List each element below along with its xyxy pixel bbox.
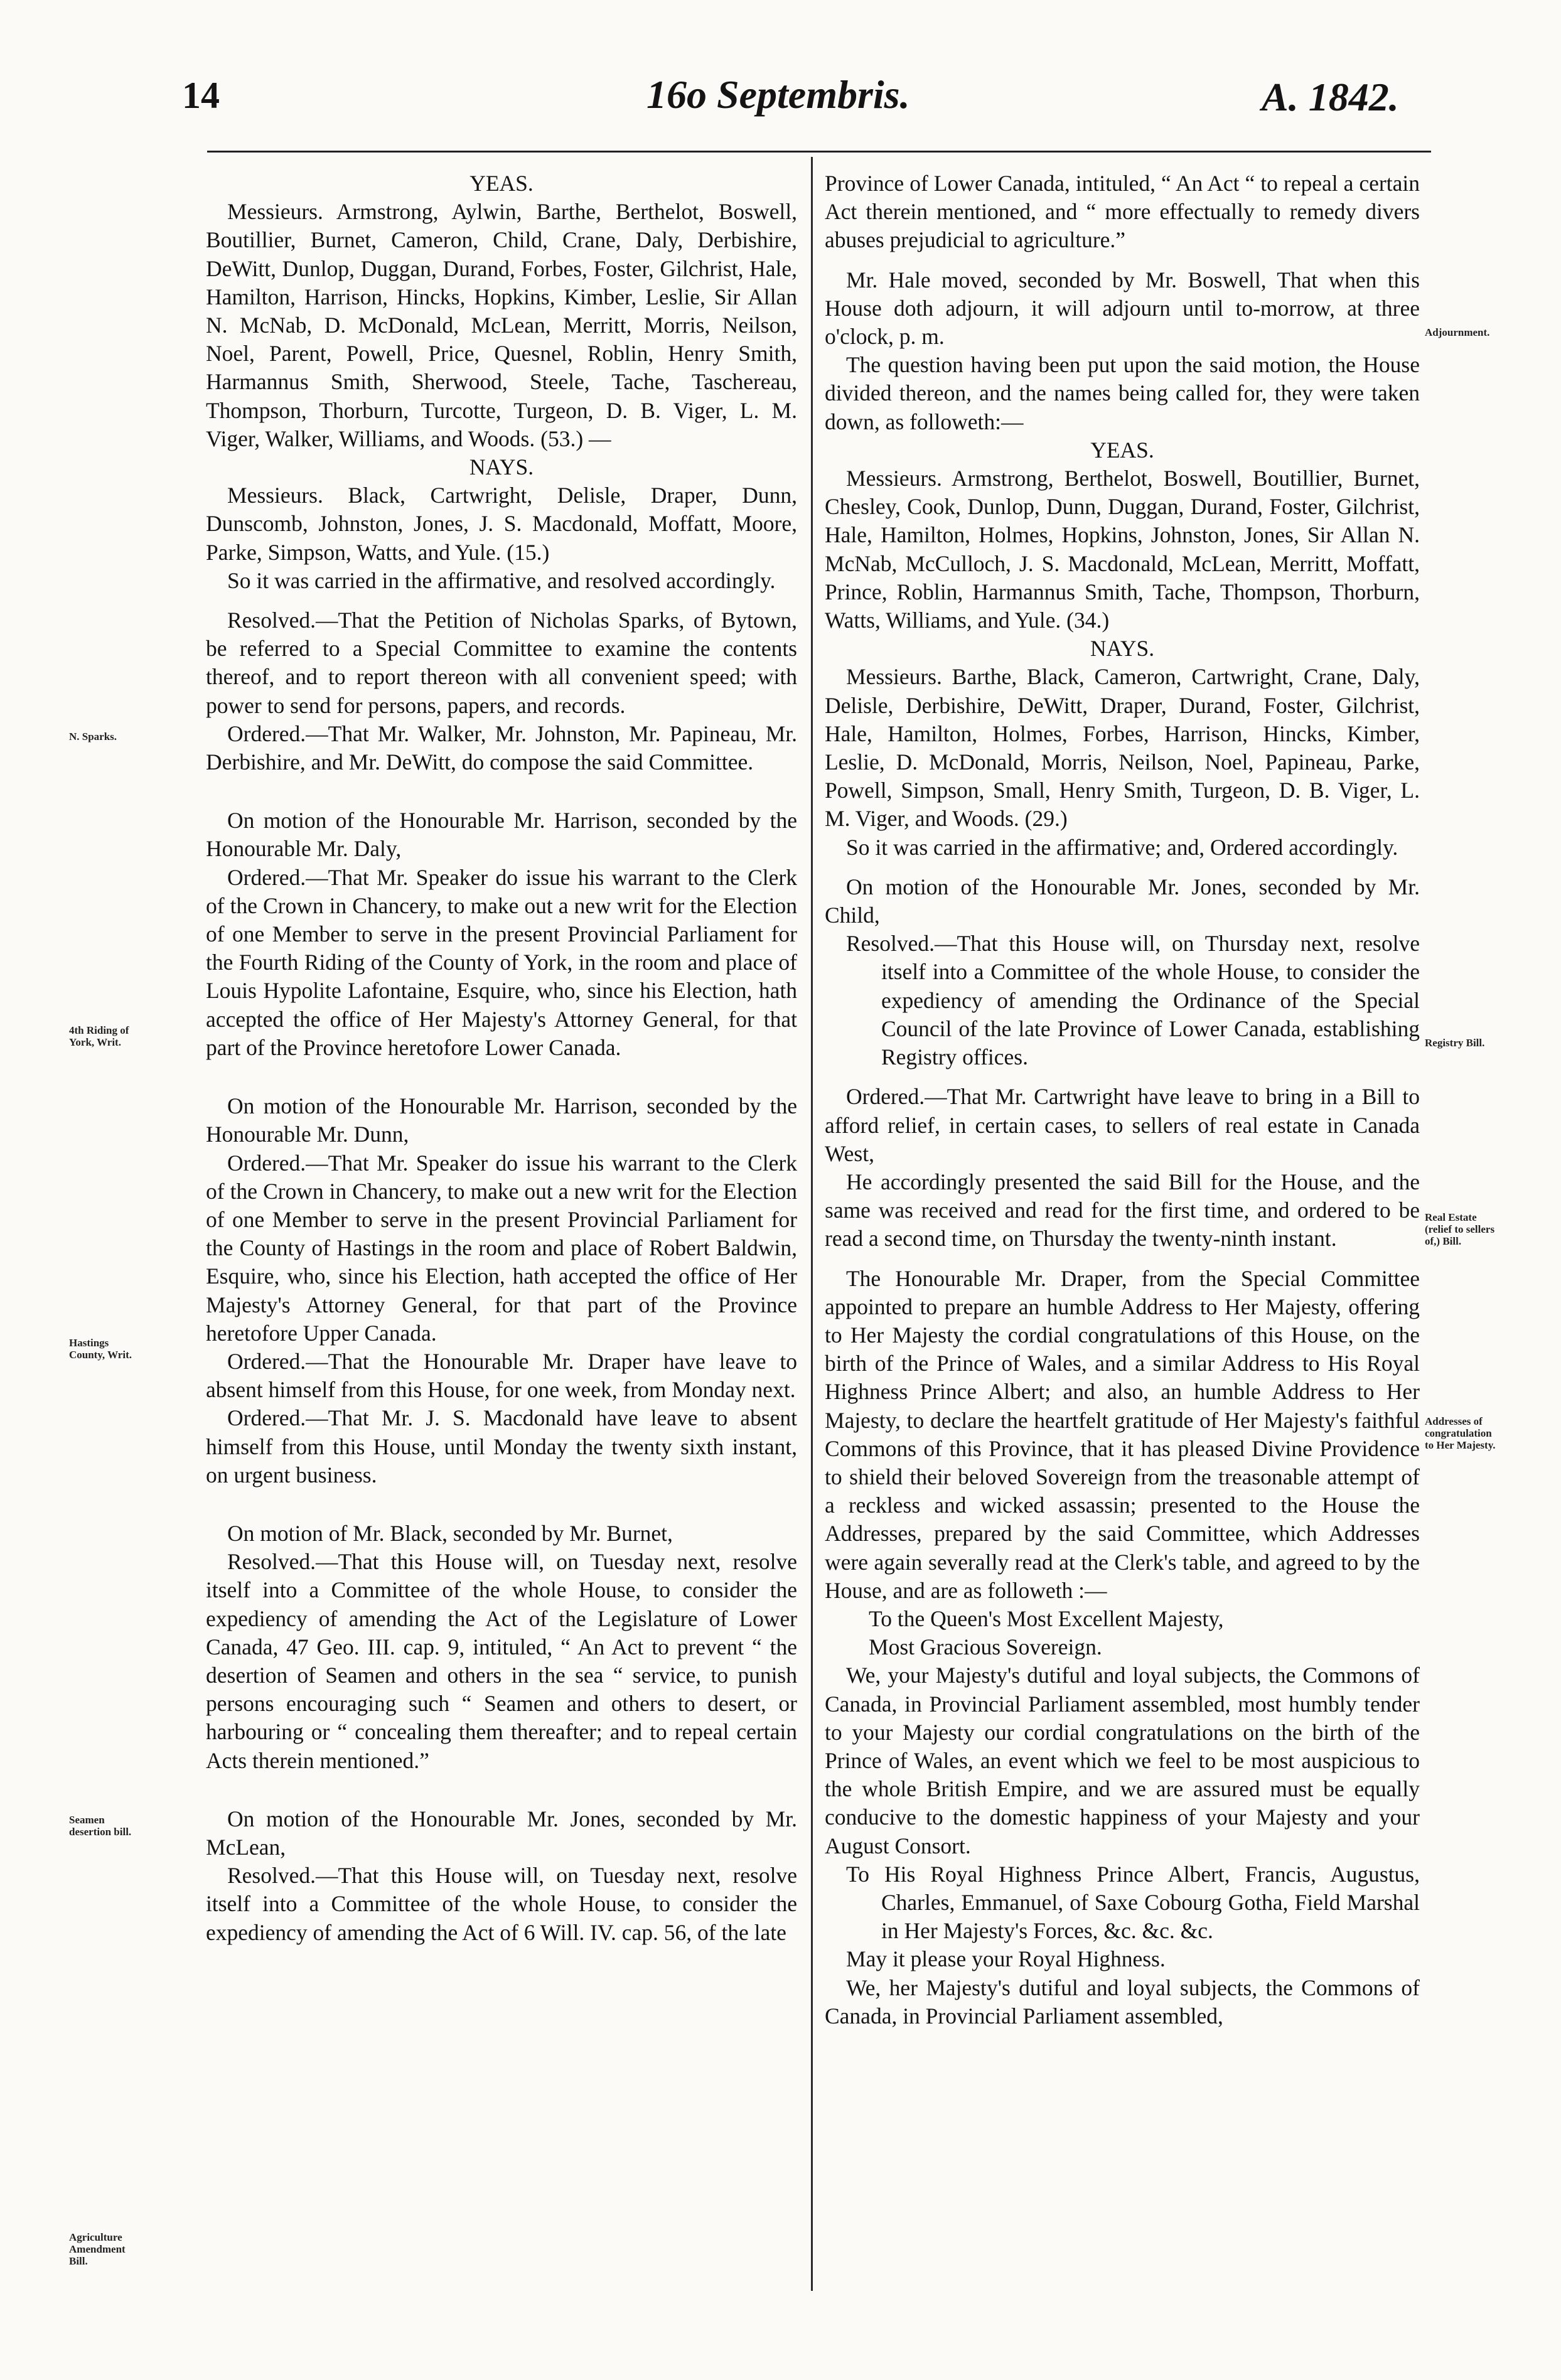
header-rule — [207, 151, 1431, 153]
page-date: 16o Septembris. — [646, 72, 910, 117]
nays-heading-2: NAYS. — [1090, 636, 1155, 662]
right-column — [825, 169, 1420, 2030]
margin-note-york: 4th Riding of York, Writ. — [69, 1024, 129, 1048]
margin-note-adjournment: Adjournment. — [1425, 326, 1490, 338]
queen-address-salutation: Most Gracious Sovereign. — [869, 1634, 1102, 1660]
nays-list: Messieurs. Black, Cartwright, Delisle, Draper, Dunn, Dunscomb, Johnston, Jones, J. S. Macdonald, Moffatt, Moore, Parke, Simpson, Watts, and Yule. (15.) — [206, 483, 797, 565]
sparks-resolution: Resolved.—That the Petition of Nicholas Sparks, of Bytown, be referred to a Special Committee to examine the contents thereof, and to report thereon with all convenient speed; with power to send for persons, papers, and records. — [206, 608, 797, 718]
page-year: A. 1842. — [1262, 75, 1399, 119]
yeas-heading-2: YEAS. — [1090, 437, 1154, 463]
left-column — [206, 169, 797, 1947]
york-writ-order: Ordered.—That Mr. Speaker do issue his warrant to the Clerk of the Crown in Chancery, to make out a new writ for the Election of one Member to serve in the present Provincial Parliament for the Fourth Riding of the County of York, in the room and place of Louis Hypolite Lafontaine, Esquire, who, since his Election, hath accepted the office of Her Majesty's Attorney General, for that part of the Province heretofore Lower Canada. — [206, 864, 797, 1060]
division-result-2: So it was carried in the affirmative; and, Ordered accordingly. — [846, 834, 1398, 860]
prince-albert-address-heading: To His Royal Highness Prince Albert, Francis, Augustus, Charles, Emmanuel, of Saxe Cobourg Gotha, Field Marshal in Her Majesty's Forces, &c. &c. &c. — [846, 1861, 1420, 1944]
margin-note-seamen: Seamen desertion bill. — [69, 1814, 132, 1838]
nays-heading: NAYS. — [469, 454, 534, 480]
page-header — [0, 0, 1561, 126]
hastings-motion: On motion of the Honourable Mr. Harrison, seconded by the Honourable Mr. Dunn, — [206, 1093, 797, 1147]
seamen-motion: On motion of Mr. Black, seconded by Mr. Burnet, — [227, 1520, 673, 1546]
sparks-committee-order: Ordered.—That Mr. Walker, Mr. Johnston, Mr. Papineau, Mr. Derbishire, and Mr. DeWitt, do compose the said Committee. — [206, 721, 797, 775]
seamen-resolution: Resolved.—That this House will, on Tuesday next, resolve itself into a Committee of the whole House, to consider the expediency of amending the Act of the Legislature of Lower Canada, 47 Geo. III. cap. 9, intituled, “ An Act to prevent “ the desertion of Seamen and others in the sea “ service, to punish persons encouraging such “ Seamen and others to desert, or harbouring or “ concealing them thereafter; and to repeal certain Acts therein mentioned.” — [206, 1549, 797, 1773]
yeas-list-2: Messieurs. Armstrong, Berthelot, Boswell, Boutillier, Burnet, Chesley, Cook, Dunlop, Dunn, Duggan, Durand, Foster, Gilchrist, Hale, Hamilton, Holmes, Hopkins, Johnston, Jones, Sir Allan N. McNab, McCulloch, J. S. Macdonald, McLean, Merritt, Moffatt, Prince, Roblin, Harmannus Smith, Tache, Thompson, Thorburn, Watts, Williams, and Yule. (34.) — [825, 466, 1420, 633]
queen-address-heading: To the Queen's Most Excellent Majesty, — [869, 1605, 1224, 1631]
division-result: So it was carried in the affirmative, and resolved accordingly. — [227, 567, 776, 593]
yeas-list: Messieurs. Armstrong, Aylwin, Barthe, Berthelot, Boswell, Boutillier, Burnet, Cameron, Child, Crane, Daly, Derbishire, DeWitt, Dunlop, Duggan, Durand, Forbes, Foster, Gilchrist, Hale, Hamilton, Harrison, Hincks, Hopkins, Kimber, Leslie, Sir Allan N. McNab, D. McDonald, McLean, Merritt, Morris, Neilson, Noel, Parent, Powell, Price, Quesnel, Roblin, Henry Smith, Harmannus Smith, Sherwood, Steele, Tache, Taschereau, Thompson, Thorburn, Turcotte, Turgeon, D. B. Viger, L. M. Viger, Walker, Williams, and Woods. (53.) — — [206, 199, 797, 451]
macdonald-leave-order: Ordered.—That Mr. J. S. Macdonald have leave to absent himself from this House, until Monday the twenty sixth instant, on urgent business. — [206, 1405, 797, 1488]
agriculture-resolution: Resolved.—That this House will, on Tuesday next, resolve itself into a Committee of the whole House, to consider the expediency of amending the Act of 6 Will. IV. cap. 56, of the late — [206, 1863, 797, 1945]
agriculture-motion: On motion of the Honourable Mr. Jones, seconded by Mr. McLean, — [206, 1806, 797, 1860]
registry-motion: On motion of the Honourable Mr. Jones, seconded by Mr. Child, — [825, 874, 1420, 928]
addresses-report: The Honourable Mr. Draper, from the Special Committee appointed to prepare an humble Address to Her Majesty, offering to Her Majesty the cordial congratulations of this House, on the birth of the Prince of Wales, and a similar Address to His Royal Highness Prince Albert; and also, an humble Address to Her Majesty, to declare the heartfelt gratitude of Her Majesty's faithful Commons of this Province, that it has pleased Divine Providence to shield their beloved Sovereign from the treasonable attempt of a reckless and wicked assassin; presented to the House the Addresses, prepared by the said Committee, which Addresses were again severally read at the Clerk's table, and agreed to by the House, and are as followeth :— — [825, 1265, 1420, 1603]
margin-note-real-estate: Real Estate (relief to sellers of,) Bill. — [1425, 1211, 1495, 1247]
prince-albert-address-salutation: May it please your Royal Highness. — [846, 1946, 1166, 1972]
prince-albert-address-body: We, her Majesty's dutiful and loyal subjects, the Commons of Canada, in Provincial Parliament assembled, — [825, 1975, 1420, 2029]
real-estate-bill-order: Ordered.—That Mr. Cartwright have leave to bring in a Bill to afford relief, in certain cases, to sellers of real estate in Canada West, — [825, 1084, 1420, 1166]
margin-note-sparks: N. Sparks. — [69, 731, 117, 742]
agriculture-resolution-continued: Province of Lower Canada, intituled, “ An Act “ to repeal a certain Act therein mentioned, and “ more effectually to remedy divers abuses prejudicial to agriculture.” — [825, 171, 1420, 253]
margin-note-registry: Registry Bill. — [1425, 1037, 1485, 1049]
column-divider — [811, 157, 813, 2291]
margin-note-agriculture: Agriculture Amendment Bill. — [69, 2231, 126, 2267]
yeas-heading: YEAS. — [469, 171, 534, 196]
margin-note-addresses: Addresses of congratulation to Her Majesty. — [1425, 1415, 1496, 1451]
queen-address-body: We, your Majesty's dutiful and loyal subjects, the Commons of Canada, in Provincial Parliament assembled, most humbly tender to your Majesty our cordial congratulations on the birth of the Prince of Wales, an event which we feel to be most auspicious to the whole British Empire, and we are assured must be equally conducive to the domestic happiness of your Majesty and your August Consort. — [825, 1663, 1420, 1858]
hastings-writ-order: Ordered.—That Mr. Speaker do issue his warrant to the Clerk of the Crown in Chancery, to make out a new writ for the Election of one Member to serve in the present Provincial Parliament for the County of Hastings in the room and place of Robert Baldwin, Esquire, who, since his Election, hath accepted the office of Her Majesty's Attorney General, for that part of the Province heretofore Upper Canada. — [206, 1150, 797, 1346]
york-motion: On motion of the Honourable Mr. Harrison, seconded by the Honourable Mr. Daly, — [206, 808, 797, 862]
adjournment-division: The question having been put upon the said motion, the House divided thereon, and the names being called for, they were taken down, as followeth:— — [825, 352, 1420, 434]
draper-leave-order: Ordered.—That the Honourable Mr. Draper have leave to absent himself from this House, for one week, from Monday next. — [206, 1348, 797, 1403]
registry-resolution: Resolved.—That this House will, on Thursday next, resolve itself into a Committee of the whole House, to consider the expediency of amending the Ordinance of the Special Council of the late Province of Lower Canada, establishing Registry offices. — [846, 931, 1420, 1070]
adjournment-motion: Mr. Hale moved, seconded by Mr. Boswell, That when this House doth adjourn, it will adjourn until to-morrow, at three o'clock, p. m. — [825, 267, 1420, 350]
real-estate-bill-reading: He accordingly presented the said Bill for the House, and the same was received and read for the first time, and ordered to be read a second time, on Thursday the twenty-ninth instant. — [825, 1169, 1420, 1252]
margin-note-hastings: Hastings County, Writ. — [69, 1337, 132, 1361]
page-number: 14 — [182, 75, 220, 116]
nays-list-2: Messieurs. Barthe, Black, Cameron, Cartwright, Crane, Daly, Delisle, Derbishire, DeWitt, Draper, Durand, Foster, Gilchrist, Hale, Hamilton, Holmes, Forbes, Harrison, Hincks, Kimber, Leslie, D. McDonald, Morris, Neilson, Noel, Papineau, Parke, Powell, Simpson, Small, Henry Smith, Turgeon, D. B. Viger, L. M. Viger, and Woods. (29.) — [825, 664, 1420, 832]
